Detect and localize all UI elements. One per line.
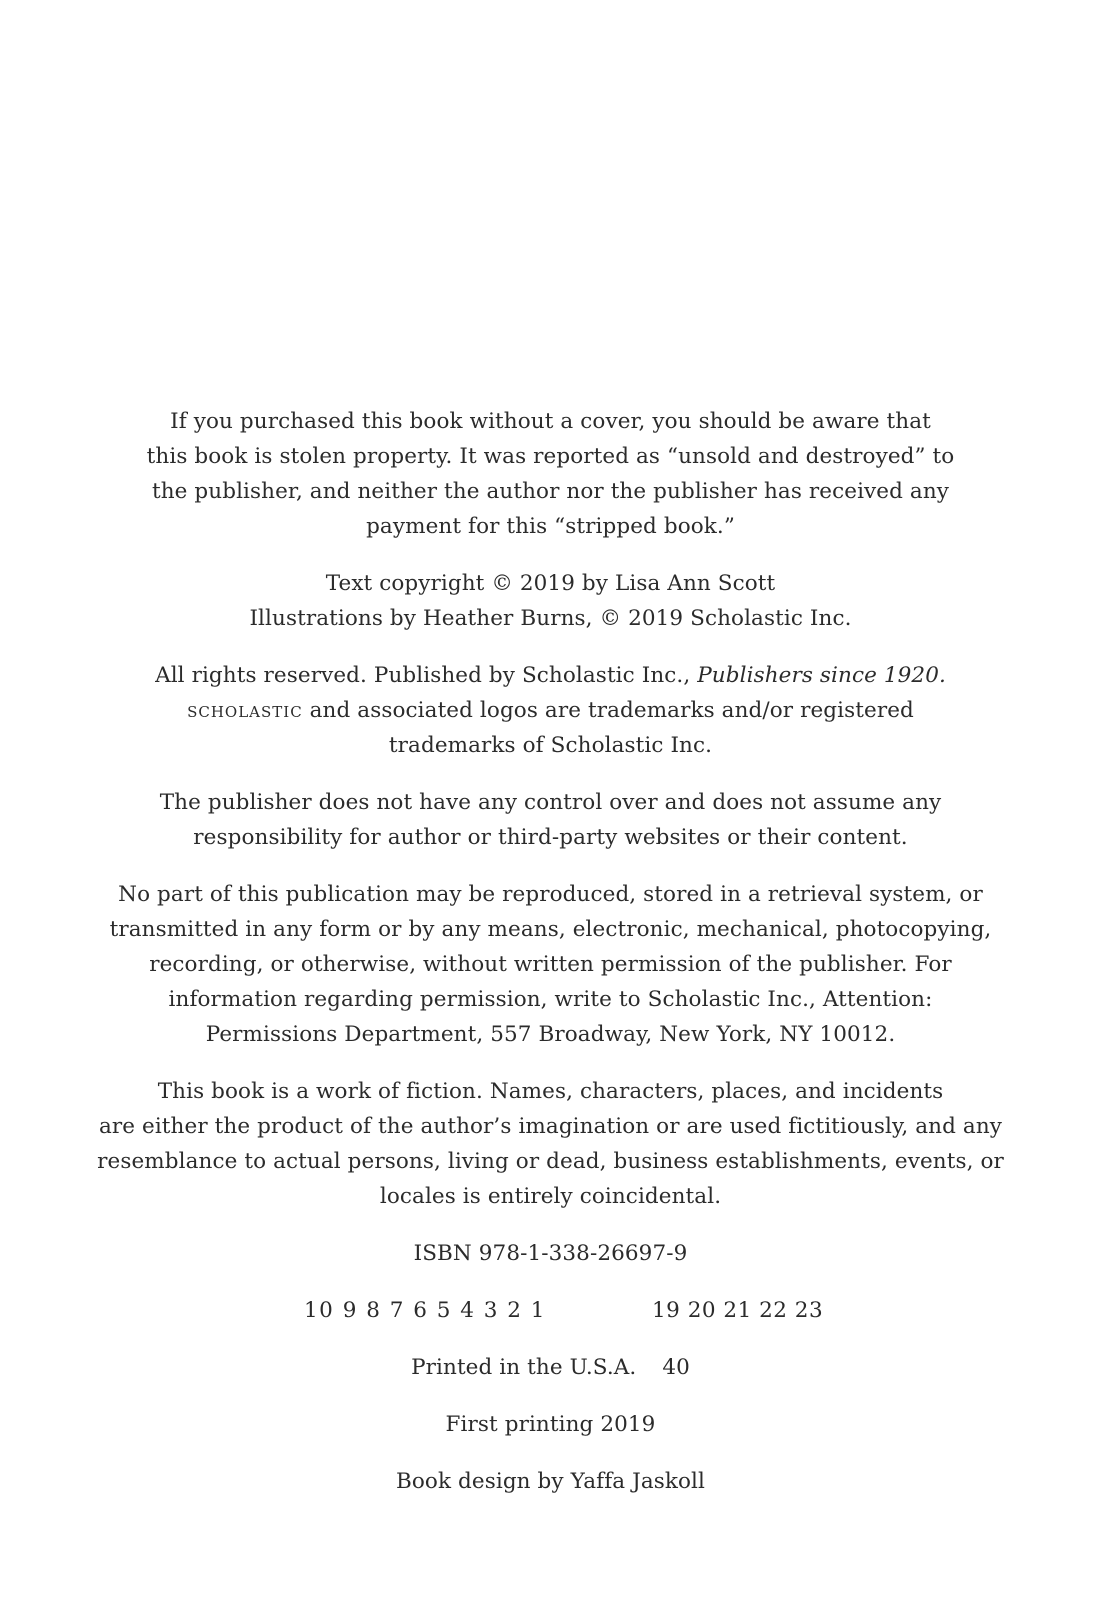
- notice-line: recording, or otherwise, without written permission of the publisher. For: [149, 952, 952, 977]
- printed-in: [0, 1350, 1101, 1385]
- printing-numbers: 10 9 8 7 6 5 4 3 2 1: [304, 1298, 546, 1323]
- notice-line: responsibility for author or third-party websites or their content.: [193, 825, 908, 850]
- notice-line: the publisher, and neither the author nor the publisher has received any: [151, 479, 950, 504]
- notice-line: information regarding permission, write to Scholastic Inc., Attention:: [168, 987, 933, 1012]
- scholastic-trademark: scholastic: [187, 698, 303, 723]
- rights-line-2: [0, 693, 1101, 728]
- stripped-book-notice: [0, 404, 1101, 544]
- rights-line-3: trademarks of Scholastic Inc.: [388, 733, 713, 758]
- printed-in-line: [0, 1350, 1101, 1385]
- reproduction-notice: [0, 877, 1101, 1052]
- notice-line: transmitted in any form or by any means, electronic, mechanical, photocopying,: [109, 917, 992, 942]
- printing-years: 19 20 21 22 23: [652, 1298, 824, 1323]
- notice-line: Permissions Department, 557 Broadway, New York, NY 10012.: [205, 1022, 896, 1047]
- notice-line: If you purchased this book without a cover, you should be aware that: [170, 409, 931, 434]
- fiction-notice: [0, 1074, 1101, 1214]
- isbn: [0, 1236, 1101, 1271]
- rights-text: All rights reserved. Published by Scholastic Inc.,: [155, 663, 698, 688]
- text-copyright: Text copyright © 2019 by Lisa Ann Scott: [325, 571, 776, 596]
- printer-code: 40: [662, 1355, 690, 1380]
- first-printing-line: First printing 2019: [445, 1412, 656, 1437]
- notice-line: locales is entirely coincidental.: [379, 1184, 722, 1209]
- book-design-credit: [0, 1464, 1101, 1499]
- isbn-number: ISBN 978-1-338-26697-9: [413, 1241, 688, 1266]
- printing-line: [0, 1293, 1101, 1328]
- rights-block: [0, 658, 1101, 763]
- printed-country: Printed in the U.S.A.: [411, 1355, 637, 1380]
- book-design-line: Book design by Yaffa Jaskoll: [395, 1469, 706, 1494]
- control-notice: [0, 785, 1101, 855]
- notice-line: are either the product of the author’s imagination or are used fictitiously, and any: [98, 1114, 1003, 1139]
- notice-line: No part of this publication may be reproduced, stored in a retrieval system, or: [118, 882, 983, 907]
- notice-line: payment for this “stripped book.”: [366, 514, 735, 539]
- notice-line: This book is a work of fiction. Names, characters, places, and incidents: [157, 1079, 944, 1104]
- notice-line: resemblance to actual persons, living or dead, business establishments, events, or: [97, 1149, 1004, 1174]
- first-printing: [0, 1407, 1101, 1442]
- rights-line-1: [0, 658, 1101, 693]
- illustrations-copyright: Illustrations by Heather Burns, © 2019 Scholastic Inc.: [249, 606, 852, 631]
- copyright-block: [0, 566, 1101, 636]
- notice-line: this book is stolen property. It was reported as “unsold and destroyed” to: [146, 444, 955, 469]
- publishers-since-tagline: Publishers since 1920.: [697, 663, 946, 688]
- notice-line: The publisher does not have any control over and does not assume any: [159, 790, 942, 815]
- rights-text: and associated logos are trademarks and/or registered: [302, 698, 914, 723]
- copyright-page: [0, 404, 1101, 1521]
